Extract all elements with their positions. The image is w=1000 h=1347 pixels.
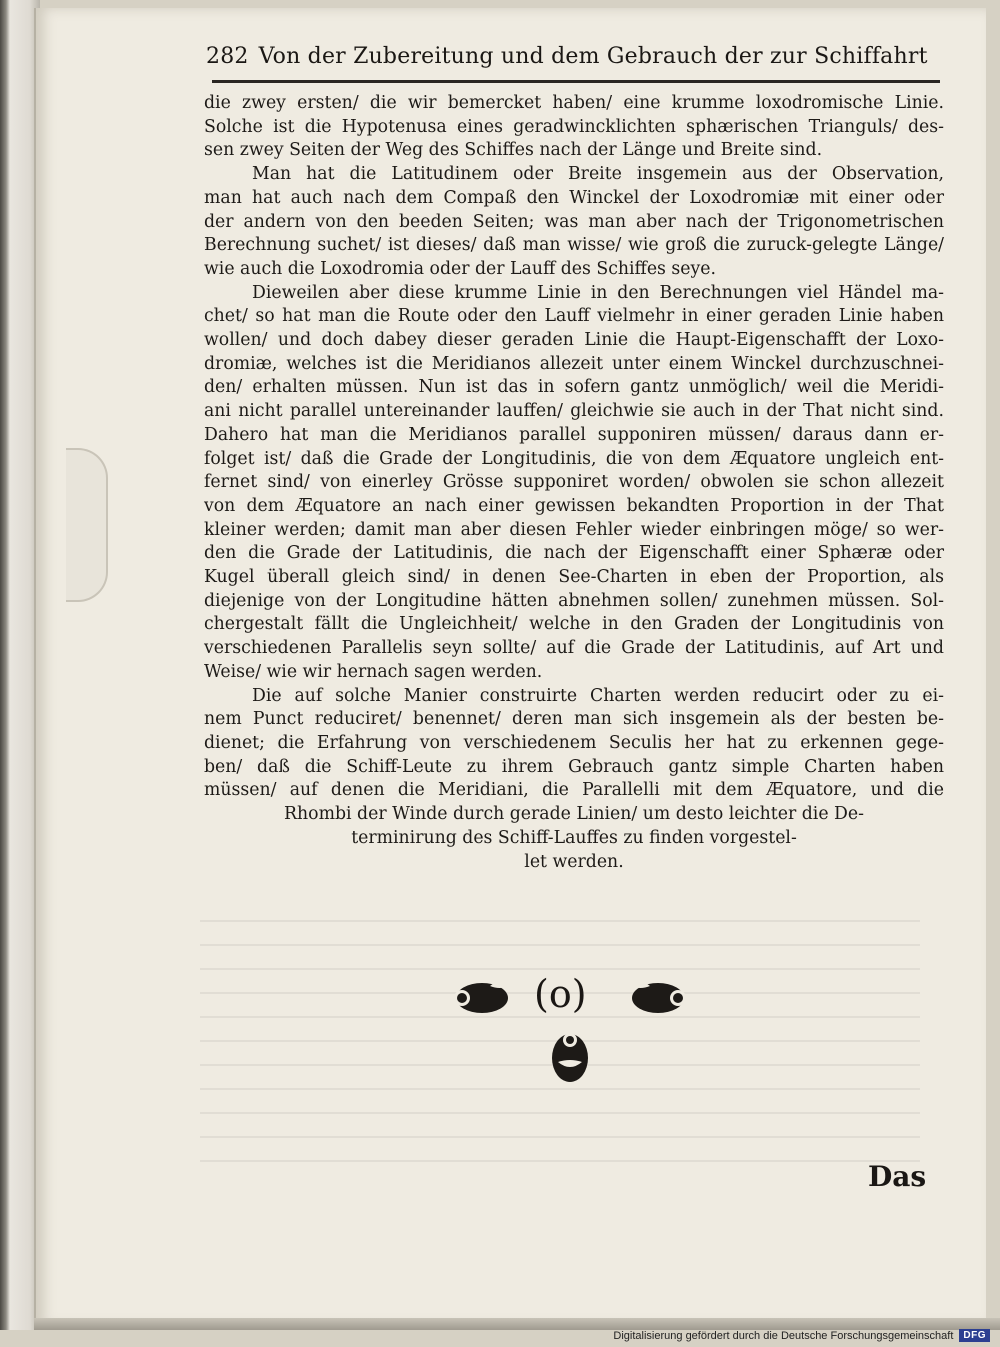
- text-line: müssen/ auf denen die Meridiani, die Parallelli mit dem Æquatore, und die: [204, 780, 944, 801]
- text-line: Berechnung suchet/ ist dieses/ daß man wisse/ wie groß die zuruck-gelegte Länge/: [204, 235, 944, 256]
- text-line: den/ erhalten müssen. Nun ist das in sofern gantz unmöglich/ weil die Meridi-: [204, 377, 944, 398]
- text-line: chergestalt fällt die Ungleichheit/ welche in den Graden der Longitudinis von: [204, 614, 944, 635]
- text-line: ben/ daß die Schiff-Leute zu ihrem Gebrauch gantz simple Charten haben: [204, 756, 944, 777]
- page-header: [206, 44, 936, 80]
- catchword: Das: [868, 1160, 927, 1193]
- text-line: Man hat die Latitudinem oder Breite insgemein aus der Observation,: [252, 164, 944, 185]
- text-line: chet/ so hat man die Route oder den Lauff vielmehr in einer geraden Linie haben: [204, 306, 944, 327]
- text-line: den die Grade der Latitudinis, die nach der Eigenschafft einer Sphæræ oder: [204, 543, 944, 564]
- text-line: ani nicht parallel untereinander lauffen/ gleichwie sie auch in der That nicht sind.: [204, 401, 944, 422]
- text-line: wie auch die Loxodromia oder der Lauff des Schiffes seye.: [204, 258, 716, 279]
- text-line: der andern von den beeden Seiten; was man aber nach der Trigonometrischen: [204, 211, 944, 232]
- text-line: Solche ist die Hypotenusa eines geradwincklichten sphærischen Trianguls/ des-: [204, 116, 944, 137]
- text-line: kleiner werden; damit man aber diesen Fehler wieder einbringen möge/ so wer-: [204, 519, 944, 540]
- digitization-footer: [613, 1329, 990, 1342]
- header-rule: [212, 80, 940, 83]
- dfg-logo: DFG: [959, 1329, 990, 1342]
- page-clip: [66, 448, 108, 602]
- closing-line: Rhombi der Winde durch gerade Linien/ um desto leichter die De-: [284, 804, 864, 825]
- text-line: diejenige von der Longitudine hätten abnehmen sollen/ zunehmen müssen. Sol-: [204, 590, 944, 611]
- running-title: Von der Zubereitung und dem Gebrauch der zur Schiffahrt: [258, 44, 928, 69]
- text-line: Weise/ wie wir hernach sagen werden.: [204, 661, 543, 682]
- text-line: folget ist/ daß die Grade der Longitudinis, die von dem Æquatore ungleich ent-: [204, 448, 944, 469]
- closing-line: terminirung des Schiff-Lauffes zu finden vorgestel-: [351, 827, 797, 848]
- text-line: man hat auch nach dem Compaß den Winckel der Loxodromiæ mit einer oder: [204, 187, 944, 208]
- text-line: Dahero hat man die Meridianos parallel supponiren müssen/ daraus dann er-: [204, 424, 944, 445]
- footer-credit: Digitalisierung gefördert durch die Deutsche Forschungsgemeinschaft: [613, 1329, 954, 1342]
- text-line: Kugel überall gleich sind/ in denen See-Charten in eben der Proportion, als: [204, 567, 944, 588]
- text-line: die zwey ersten/ die wir bemercket haben/ eine krumme loxodromische Linie.: [204, 93, 944, 113]
- text-line: Dieweilen aber diese krumme Linie in den Berechnungen viel Händel ma-: [252, 282, 944, 303]
- body-text: [204, 92, 944, 874]
- closing-line: let werden.: [524, 851, 624, 872]
- text-line: wollen/ und doch dabey dieser geraden Linie die Haupt-Eigenschafft der Loxo-: [204, 330, 944, 351]
- text-line: fernet sind/ von einerley Grösse supponiret worden/ obwolen sie schon allezeit: [204, 472, 944, 493]
- ornament-center: (o): [534, 972, 587, 1016]
- text-line: Die auf solche Manier construirte Charten werden reducirt oder zu ei-: [252, 685, 944, 706]
- text-line: dienet; die Erfahrung von verschiedenem Seculis her hat zu erkennen gege-: [204, 732, 944, 753]
- text-line: dromiæ, welches ist die Meridianos allezeit unter einem Winckel durchzuschnei-: [204, 353, 944, 374]
- text-line: sen zwey Seiten der Weg des Schiffes nach der Länge und Breite sind.: [204, 140, 823, 161]
- printers-ornament: [450, 970, 700, 1090]
- text-line: von dem Æquatore an nach einer gewissen bekandten Proportion in der That: [204, 495, 944, 516]
- page-number: 282: [206, 44, 249, 69]
- text-line: verschiedenen Parallelis seyn sollte/ auf die Grade der Latitudinis, auf Art und: [204, 638, 944, 659]
- text-line: nem Punct reduciret/ benennet/ deren man sich insgemein als der besten be-: [204, 709, 944, 730]
